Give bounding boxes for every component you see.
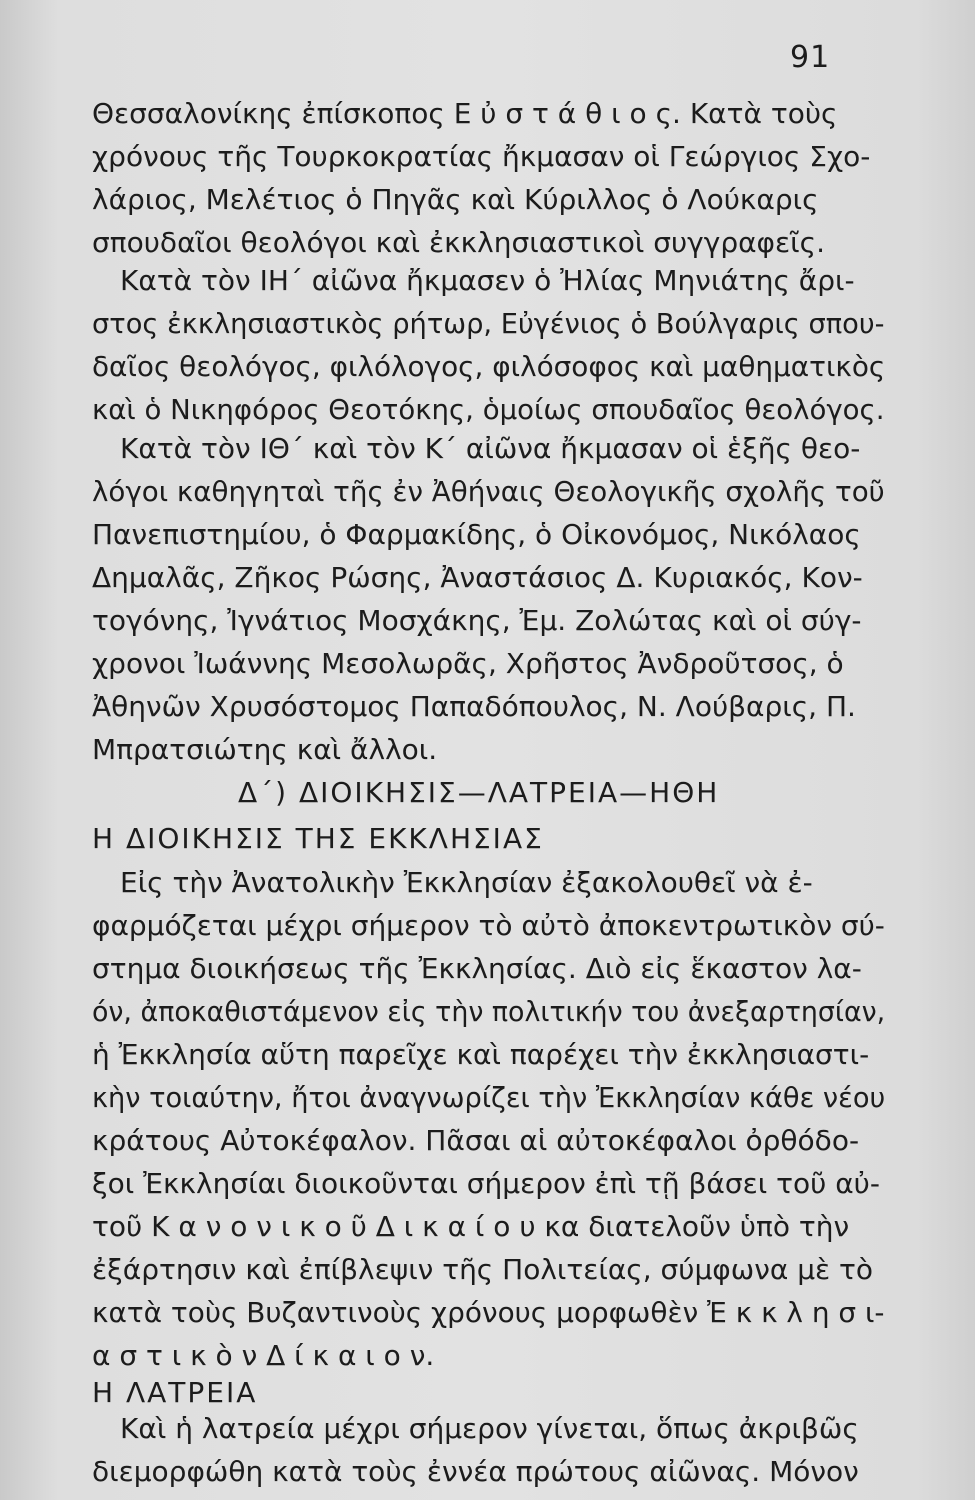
text-line: Κατὰ τὸν ΙΘ΄ καὶ τὸν Κ΄ αἰῶνα ἤκμασαν οἱ ἑξῆς θεο- [120, 432, 861, 465]
text-line: Κατὰ τὸν ΙΗ΄ αἰῶνα ἤκμασεν ὁ Ἠλίας Μηνιάτης ἄρι- [120, 264, 855, 297]
text-line: Ἀθηνῶν Χρυσόστομος Παπαδόπουλος, Ν. Λούβαρις, Π. [92, 690, 856, 723]
text-line: καὶ ὁ Νικηφόρος Θεοτόκης, ὁμοίως σπουδαῖος θεολόγος. [92, 393, 885, 426]
text-line: διεμορφώθη κατὰ τοὺς ἐννέα πρώτους αἰῶνας. Μόνον [92, 1455, 859, 1488]
text-line: τοῦ Κ α ν ο ν ι κ ο ῦ Δ ι κ α ί ο υ κα διατελοῦν ὑπὸ τὴν [92, 1210, 850, 1243]
section-heading: Δ΄) ΔΙΟΙΚΗΣΙΣ—ΛΑΤΡΕΙΑ—ΗΘΗ [238, 776, 720, 809]
text-line: Θεσσαλονίκης ἐπίσκοπος Ε ὐ σ τ ά θ ι ο ς. Κατὰ τοὺς [92, 97, 838, 130]
subheading-worship: Η ΛΑΤΡΕΙΑ [92, 1376, 258, 1409]
text-line: κατὰ τοὺς Βυζαντινοὺς χρόνους μορφωθὲν Ἐ κ κ λ η σ ι- [92, 1296, 885, 1329]
text-line: δαῖος θεολόγος, φιλόλογος, φιλόσοφος καὶ μαθηματικὸς [92, 350, 886, 383]
text-line: κὴν τοιαύτην, ἤτοι ἀναγνωρίζει τὴν Ἐκκλησίαν κάθε νέου [92, 1081, 886, 1114]
text-line: φαρμόζεται μέχρι σήμερον τὸ αὐτὸ ἀποκεντρωτικὸν σύ- [92, 909, 885, 942]
text-line: χρόνους τῆς Τουρκοκρατίας ἤκμασαν οἱ Γεώργιος Σχο- [92, 140, 871, 173]
text-line: Πανεπιστημίου, ὁ Φαρμακίδης, ὁ Οἰκονόμος, Νικόλαος [92, 518, 861, 551]
text-line: στημα διοικήσεως τῆς Ἐκκλησίας. Διὸ εἰς ἕκαστον λα- [92, 952, 862, 985]
text-line: λάριος, Μελέτιος ὁ Πηγᾶς καὶ Κύριλλος ὁ Λούκαρις [92, 183, 819, 216]
text-line: στος ἐκκλησιαστικὸς ρήτωρ, Εὐγένιος ὁ Βούλγαρις σπου- [92, 307, 885, 340]
text-line: σπουδαῖοι θεολόγοι καὶ ἐκκλησιαστικοὶ συγγραφεῖς. [92, 226, 825, 259]
text-line: χρονοι Ἰωάννης Μεσολωρᾶς, Χρῆστος Ἀνδροῦτσος, ὁ [92, 647, 844, 680]
text-line: Δημαλᾶς, Ζῆκος Ρώσης, Ἀναστάσιος Δ. Κυριακός, Κον- [92, 561, 863, 594]
text-line: τογόνης, Ἰγνάτιος Μοσχάκης, Ἐμ. Ζολώτας καὶ οἱ σύγ- [92, 604, 862, 637]
text-line: Εἰς τὴν Ἀνατολικὴν Ἐκκλησίαν ἐξακολουθεῖ νὰ ἐ- [120, 866, 813, 899]
text-line: ξοι Ἐκκλησίαι διοικοῦνται σήμερον ἐπὶ τῇ βάσει τοῦ αὐ- [92, 1167, 880, 1200]
text-line: Καὶ ἡ λατρεία μέχρι σήμερον γίνεται, ὅπως ἀκριβῶς [120, 1412, 859, 1445]
text-line: α σ τ ι κ ὸ ν Δ ί κ α ι ο ν. [92, 1339, 435, 1372]
text-line: ἡ Ἐκκλησία αὕτη παρεῖχε καὶ παρέχει τὴν ἐκκλησιαστι- [92, 1038, 870, 1071]
page-number: 91 [790, 40, 831, 75]
text-line: λόγοι καθηγηταὶ τῆς ἐν Ἀθήναις Θεολογικῆς σχολῆς τοῦ [92, 475, 885, 508]
text-line: Μπρατσιώτης καὶ ἄλλοι. [92, 733, 438, 766]
text-line: κράτους Αὐτοκέφαλον. Πᾶσαι αἱ αὐτοκέφαλοι ὀρθόδο- [92, 1124, 860, 1157]
text-line: ἐξάρτησιν καὶ ἐπίβλεψιν τῆς Πολιτείας, σύμφωνα μὲ τὸ [92, 1253, 874, 1286]
subheading-administration: Η ΔΙΟΙΚΗΣΙΣ ΤΗΣ ΕΚΚΛΗΣΙΑΣ [92, 822, 544, 855]
text-line: όν, ἀποκαθιστάμενον εἰς τὴν πολιτικήν του ἀνεξαρτησίαν, [92, 995, 886, 1028]
